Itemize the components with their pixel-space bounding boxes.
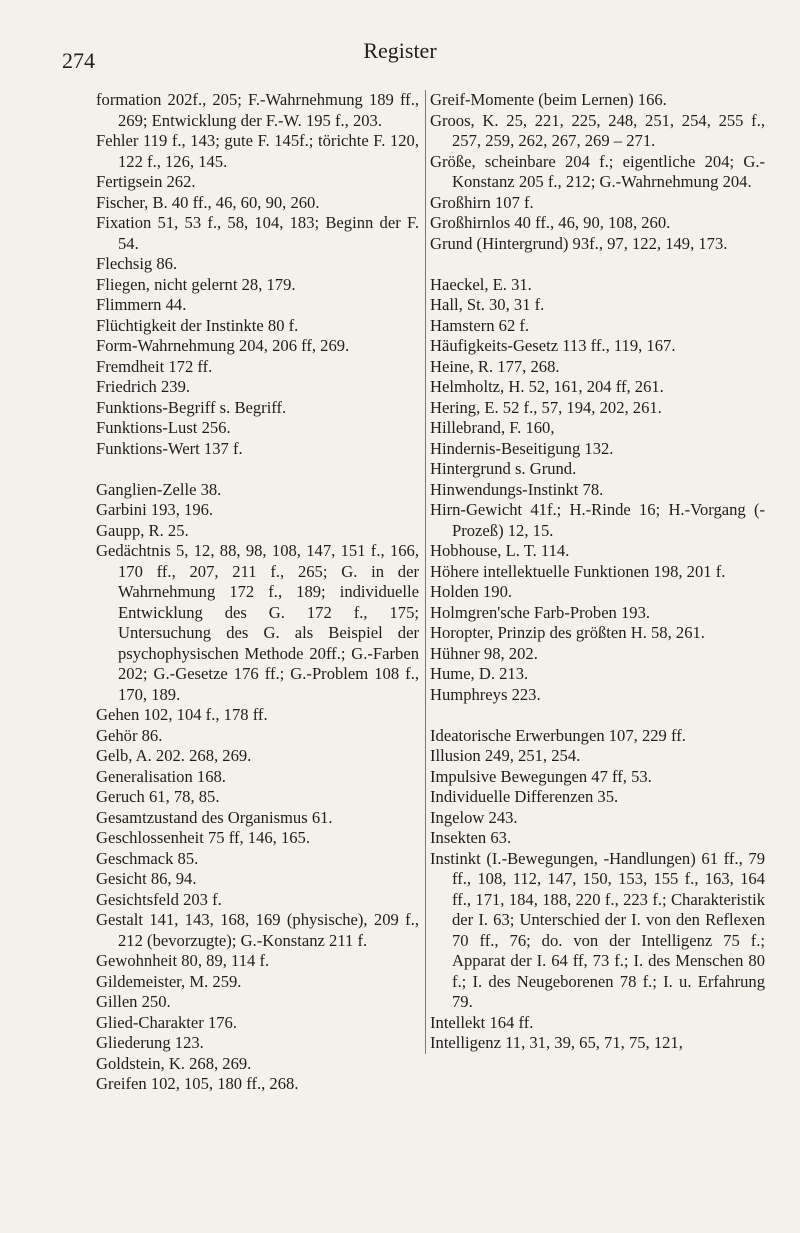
index-entry: Hintergrund s. Grund. [430, 459, 577, 478]
index-entry: Funktions-Begriff s. Begriff. [96, 397, 287, 417]
index-entry: Holmgren'sche Farb-Proben 193. [430, 602, 651, 622]
index-entry: formation 202f., 205; F.-Wahrnehmung 189 ff., 269; Entwicklung der F.-W. 195 f., 203. [96, 90, 419, 130]
index-entry: Gewohnheit 80, 89, 114 f. [96, 951, 270, 970]
index-entry: Gliederung 123. [96, 1033, 204, 1052]
index-entry: Friedrich 239. [96, 377, 191, 396]
index-entry: Gesicht 86, 94. [96, 869, 197, 888]
index-entry: Hinwendungs-Instinkt 78. [430, 479, 604, 499]
index-entry: Gedächtnis 5, 12, 88, 98, 108, 147, 151 f., 166, 170 ff., 207, 211 f., 265; G. in der Wahrnehmung 172 f., 189; individuelle Entwicklung des G. 172 f., 175; Untersuchung des G. als Beispiel der psychophysischen Methode 20ff.; G.-Farben 202; G.-Gesetze 176 ff.; G.-Problem 108 f., 170, 189. [96, 541, 419, 704]
index-entry: Gestalt 141, 143, 168, 169 (physische), 209 f., 212 (bevorzugte); G.-Konstanz 211 f. [96, 910, 419, 950]
section-gap [96, 459, 419, 480]
page-number: 274 [62, 48, 95, 73]
index-entry: Hall, St. 30, 31 f. [430, 295, 545, 314]
index-entry: Humphreys 223. [430, 684, 541, 704]
index-entry: Großhirnlos 40 ff., 46, 90, 108, 260. [430, 213, 671, 232]
index-entry: Fischer, B. 40 ff., 46, 60, 90, 260. [96, 192, 320, 212]
index-entry: Individuelle Differenzen 35. [430, 787, 619, 806]
index-entry: Flüchtigkeit der Instinkte 80 f. [96, 315, 299, 335]
index-entry: Gildemeister, M. 259. [96, 971, 242, 991]
index-entry: Intelligenz 11, 31, 39, 65, 71, 75, 121, [430, 1033, 683, 1052]
index-entry: Heine, R. 177, 268. [430, 356, 560, 376]
index-entry: Intellekt 164 ff. [430, 1012, 534, 1032]
index-entry: Instinkt (I.-Bewegungen, -Handlungen) 61 ff., 79 ff., 108, 112, 147, 150, 153, 155 f., 163, 164 ff., 171, 184, 188, 220 f., 223 f.; Charakteristik der I. 63; Unterschied der I. von den Reflexen 70 ff., 76; do. von der Intelligenz 75 f.; Apparat der I. 64 ff, 73 f.; I. des Menschen 80 f.; I. des Neugeborenen 78 f.; I. u. Erfahrung 79. [430, 848, 765, 1011]
index-entry: Grund (Hintergrund) 93f., 97, 122, 149, 173. [430, 233, 728, 253]
index-entry: Funktions-Lust 256. [96, 418, 231, 437]
index-entry: Hume, D. 213. [430, 664, 529, 683]
running-head: Register [363, 38, 437, 63]
index-entry: Gaupp, R. 25. [96, 520, 189, 540]
index-entry: Hillebrand, F. 160, [430, 418, 555, 437]
index-entry: Höhere intellektuelle Funktionen 198, 201 f. [430, 561, 726, 581]
index-entry: Illusion 249, 251, 254. [430, 746, 581, 765]
index-entry: Hamstern 62 f. [430, 315, 530, 335]
index-entry: Gesichtsfeld 203 f. [96, 889, 222, 909]
index-entry: Hindernis-Beseitigung 132. [430, 438, 614, 458]
index-entry: Haeckel, E. 31. [430, 274, 532, 294]
index-entry: Greif-Momente (beim Lernen) 166. [430, 90, 667, 109]
index-entry: Groos, K. 25, 221, 225, 248, 251, 254, 255 f., 257, 259, 262, 267, 269 – 271. [430, 110, 765, 150]
index-entry: Funktions-Wert 137 f. [96, 438, 243, 458]
index-entry: Horopter, Prinzip des größten H. 58, 261. [430, 623, 705, 642]
index-entry: Fliegen, nicht gelernt 28, 179. [96, 274, 296, 294]
index-entry: Flimmern 44. [96, 295, 187, 314]
index-entry: Flechsig 86. [96, 254, 178, 273]
index-entry: Geruch 61, 78, 85. [96, 787, 220, 806]
index-entry: Glied-Charakter 176. [96, 1012, 237, 1032]
index-entry: Hobhouse, L. T. 114. [430, 541, 570, 560]
index-entry: Form-Wahrnehmung 204, 206 ff, 269. [96, 336, 350, 355]
index-entry: Ingelow 243. [430, 807, 518, 827]
index-entry: Gehör 86. [96, 725, 163, 745]
index-entry: Fremdheit 172 ff. [96, 356, 213, 376]
right-column [425, 90, 765, 1054]
index-entry: Fertigsein 262. [96, 172, 196, 191]
index-entry: Häufigkeits-Gesetz 113 ff., 119, 167. [430, 336, 676, 355]
index-entry: Generalisation 168. [96, 766, 226, 786]
index-entry: Holden 190. [430, 582, 513, 601]
index-entry: Fixation 51, 53 f., 58, 104, 183; Beginn der F. 54. [96, 213, 419, 253]
index-entry: Geschlossenheit 75 ff, 146, 165. [96, 828, 311, 847]
index-entry: Gesamtzustand des Organismus 61. [96, 807, 333, 827]
index-entry: Geschmack 85. [96, 848, 199, 868]
index-entry: Ganglien-Zelle 38. [96, 479, 222, 499]
index-entry: Insekten 63. [430, 828, 512, 847]
index-entry: Impulsive Bewegungen 47 ff, 53. [430, 766, 652, 786]
index-entry: Helmholtz, H. 52, 161, 204 ff, 261. [430, 377, 664, 396]
index-entry: Greifen 102, 105, 180 ff., 268. [96, 1074, 299, 1093]
section-gap [430, 254, 765, 275]
index-entry: Hühner 98, 202. [430, 643, 538, 663]
index-entry: Ideatorische Erwerbungen 107, 229 ff. [430, 725, 686, 745]
index-entry: Größe, scheinbare 204 f.; eigentliche 204; G.-Konstanz 205 f., 212; G.-Wahrnehmung 204. [430, 151, 765, 191]
index-entry: Großhirn 107 f. [430, 192, 534, 212]
index-entry: Gillen 250. [96, 992, 171, 1011]
index-entry: Hirn-Gewicht 41f.; H.-Rinde 16; H.-Vorgang (-Prozeß) 12, 15. [430, 500, 765, 540]
index-entry: Goldstein, K. 268, 269. [96, 1053, 252, 1073]
index-entry: Gelb, A. 202. 268, 269. [96, 746, 252, 765]
index-entry: Fehler 119 f., 143; gute F. 145f.; törichte F. 120, 122 f., 126, 145. [96, 131, 419, 171]
section-gap [430, 705, 765, 726]
index-entry: Garbini 193, 196. [96, 500, 214, 519]
index-entry: Gehen 102, 104 f., 178 ff. [96, 705, 268, 724]
index-entry: Hering, E. 52 f., 57, 194, 202, 261. [430, 397, 662, 417]
left-column [96, 90, 419, 1095]
